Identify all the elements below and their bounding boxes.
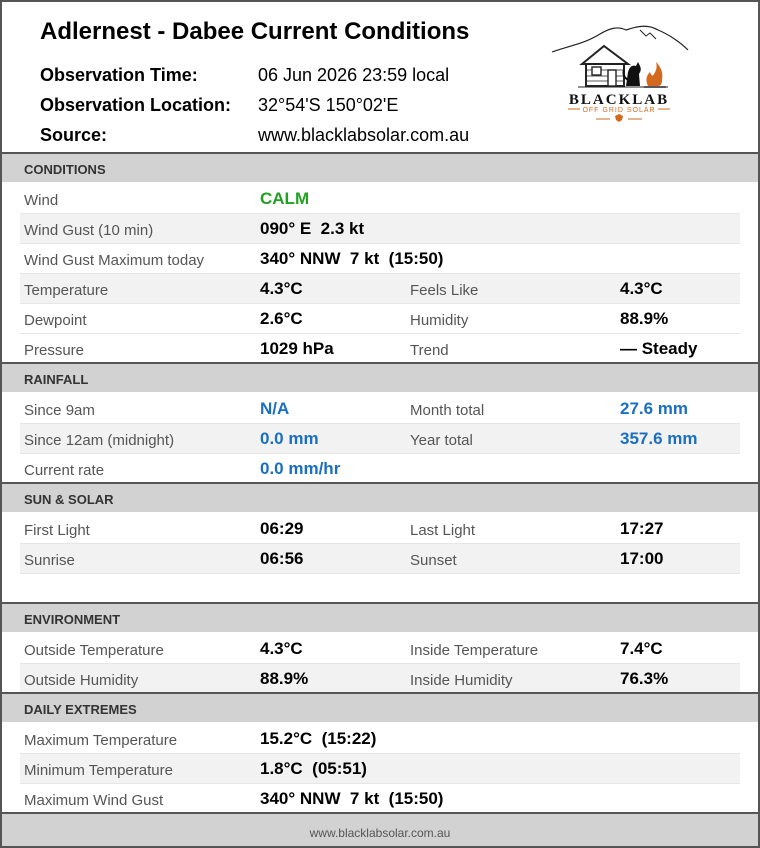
row-temperature bbox=[20, 274, 740, 304]
last-light-value: 17:27 bbox=[620, 519, 664, 538]
dewpoint-label: Dewpoint bbox=[24, 312, 87, 329]
section-daily-extremes bbox=[2, 692, 758, 722]
sunset-value: 17:00 bbox=[620, 549, 664, 568]
outside-humidity-value: 88.9% bbox=[260, 669, 309, 688]
section-conditions bbox=[2, 152, 758, 182]
outside-temperature-label: Outside Temperature bbox=[24, 642, 164, 659]
year-total-value: 357.6 mm bbox=[620, 429, 698, 448]
inside-temperature-label: Inside Temperature bbox=[410, 642, 539, 659]
temperature-value: 4.3°C bbox=[260, 279, 303, 298]
logo-tagline: OFF GRID SOLAR bbox=[582, 107, 656, 114]
section-heading: DAILY EXTREMES bbox=[24, 702, 137, 717]
footer-link[interactable]: www.blacklabsolar.com.au bbox=[309, 826, 451, 840]
max-wind-gust-label: Maximum Wind Gust bbox=[24, 792, 164, 809]
row-humidity-env bbox=[20, 664, 740, 694]
wind-label: Wind bbox=[24, 192, 59, 209]
row-max-temperature bbox=[20, 724, 740, 754]
observation-location-label: Observation Location: bbox=[40, 95, 232, 115]
max-temperature-label: Maximum Temperature bbox=[24, 732, 178, 749]
sunrise-label: Sunrise bbox=[24, 552, 75, 569]
section-heading: ENVIRONMENT bbox=[24, 612, 121, 627]
logo-brand: BLACKLAB bbox=[568, 92, 670, 108]
sunrise-value: 06:56 bbox=[260, 549, 304, 568]
observation-time-label: Observation Time: bbox=[40, 65, 198, 85]
row-wind-gust bbox=[20, 214, 740, 244]
since-9am-label: Since 9am bbox=[24, 402, 95, 419]
section-sun-solar bbox=[2, 482, 758, 512]
current-rate-value: 0.0 mm/hr bbox=[260, 459, 341, 478]
max-temperature-value: 15.2°C (15:22) bbox=[260, 729, 377, 748]
humidity-value: 88.9% bbox=[620, 309, 669, 328]
section-rainfall bbox=[2, 362, 758, 392]
row-pressure bbox=[20, 334, 740, 364]
last-light-label: Last Light bbox=[410, 522, 476, 539]
since-midnight-value: 0.0 mm bbox=[260, 429, 319, 448]
row-sunrise bbox=[20, 544, 740, 574]
australia-icon bbox=[615, 114, 623, 122]
row-wind-gust-max bbox=[20, 244, 740, 274]
first-light-value: 06:29 bbox=[260, 519, 304, 538]
inside-temperature-value: 7.4°C bbox=[620, 639, 663, 658]
row-max-wind-gust bbox=[20, 784, 740, 814]
month-total-value: 27.6 mm bbox=[620, 399, 689, 418]
trend-label: Trend bbox=[410, 342, 449, 359]
feels-like-label: Feels Like bbox=[410, 282, 479, 299]
row-temperature-env bbox=[20, 634, 740, 664]
section-environment bbox=[2, 602, 758, 632]
wind-value: CALM bbox=[260, 189, 310, 208]
outside-temperature-value: 4.3°C bbox=[260, 639, 303, 658]
observation-location: 32°54'S 150°02'E bbox=[258, 95, 399, 115]
since-midnight-label: Since 12am (midnight) bbox=[24, 432, 175, 449]
current-rate-label: Current rate bbox=[24, 462, 105, 479]
source-label: Source: bbox=[40, 125, 108, 145]
row-first-light bbox=[20, 514, 740, 544]
year-total-label: Year total bbox=[410, 432, 473, 449]
section-heading: CONDITIONS bbox=[24, 162, 106, 177]
section-heading: RAINFALL bbox=[24, 372, 89, 387]
row-current-rate bbox=[20, 454, 740, 484]
row-min-temperature bbox=[20, 754, 740, 784]
temperature-label: Temperature bbox=[24, 282, 109, 299]
inside-humidity-label: Inside Humidity bbox=[410, 672, 513, 689]
wind-gust-max-label: Wind Gust Maximum today bbox=[24, 252, 205, 269]
source-link[interactable]: www.blacklabsolar.com.au bbox=[258, 125, 470, 145]
min-temperature-value: 1.8°C (05:51) bbox=[260, 759, 367, 778]
pressure-value: 1029 hPa bbox=[260, 339, 334, 358]
observation-time: 06 Jun 2026 23:59 local bbox=[258, 65, 450, 85]
sunset-label: Sunset bbox=[410, 552, 457, 569]
max-wind-gust-value: 340° NNW 7 kt (15:50) bbox=[260, 789, 444, 808]
blacklab-logo bbox=[548, 20, 690, 130]
wind-gust-value: 090° E 2.3 kt bbox=[260, 219, 365, 238]
header bbox=[2, 2, 758, 152]
wind-gust-label: Wind Gust (10 min) bbox=[24, 222, 154, 239]
row-dewpoint bbox=[20, 304, 740, 334]
min-temperature-label: Minimum Temperature bbox=[24, 762, 173, 779]
footer bbox=[2, 812, 758, 848]
row-wind bbox=[20, 184, 740, 214]
pressure-label: Pressure bbox=[24, 342, 85, 359]
section-heading: SUN & SOLAR bbox=[24, 492, 114, 507]
inside-humidity-value: 76.3% bbox=[620, 669, 669, 688]
row-since-midnight bbox=[20, 424, 740, 454]
since-9am-value: N/A bbox=[260, 399, 290, 418]
dewpoint-value: 2.6°C bbox=[260, 309, 303, 328]
page-title: Adlernest - Dabee Current Conditions bbox=[40, 18, 470, 45]
first-light-label: First Light bbox=[24, 522, 90, 539]
month-total-label: Month total bbox=[410, 402, 485, 419]
trend-value: — Steady bbox=[620, 339, 698, 358]
wind-gust-max-value: 340° NNW 7 kt (15:50) bbox=[260, 249, 444, 268]
house-dog-fire-icon bbox=[548, 20, 690, 130]
humidity-label: Humidity bbox=[410, 312, 469, 329]
row-since-9am bbox=[20, 394, 740, 424]
feels-like-value: 4.3°C bbox=[620, 279, 663, 298]
outside-humidity-label: Outside Humidity bbox=[24, 672, 139, 689]
